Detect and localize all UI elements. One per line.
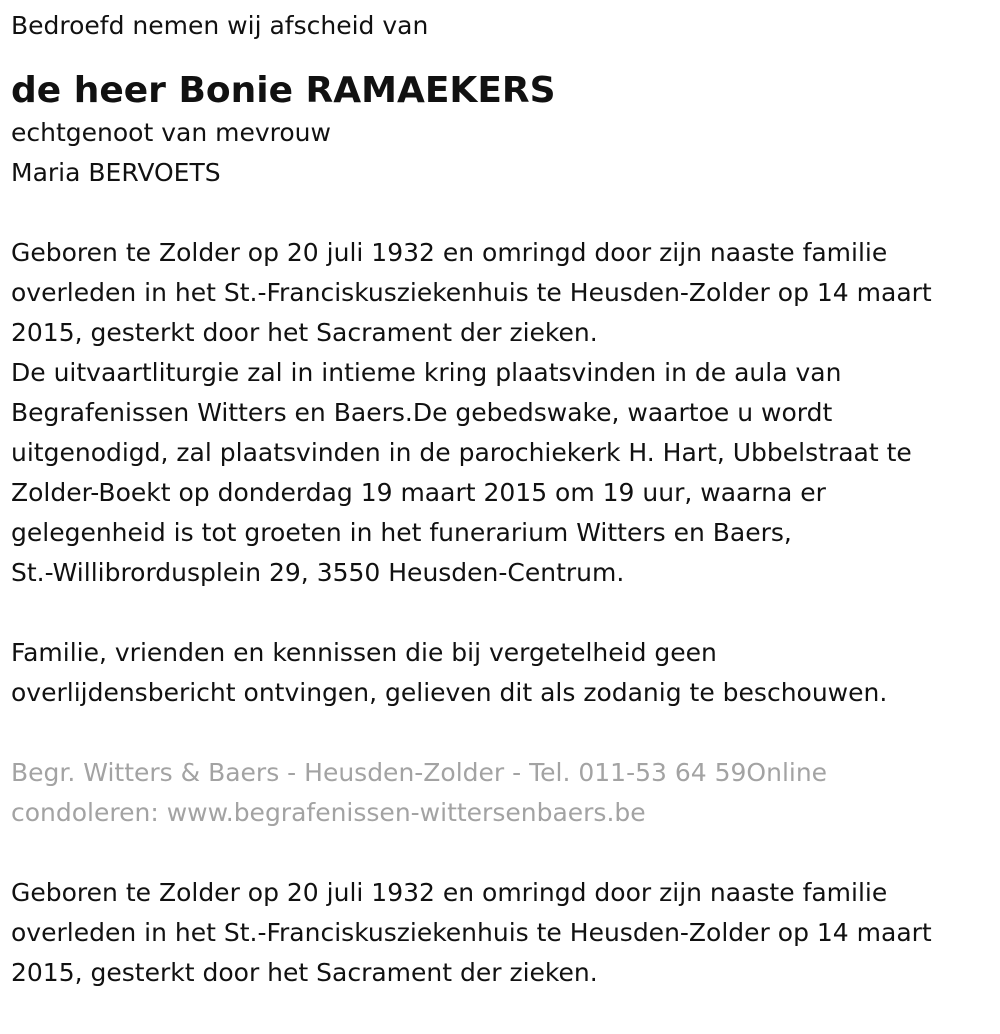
footer-line: Begr. Witters & Baers - Heusden-Zolder - Tel. 011-53 64 59Online: [11, 758, 828, 787]
spouse-name-line: Maria BERVOETS: [11, 158, 221, 187]
spacer: [11, 193, 991, 233]
paragraph-line: Zolder-Boekt op donderdag 19 maart 2015 om 19 uur, waarna er: [11, 478, 826, 507]
family-notice-paragraph: [11, 633, 991, 713]
paragraph-line: 2015, gesterkt door het Sacrament der zieken.: [11, 958, 598, 987]
birth-death-paragraph: [11, 233, 991, 593]
paragraph-line: Geboren te Zolder op 20 juli 1932 en omringd door zijn naaste familie: [11, 878, 888, 907]
paragraph-line: Geboren te Zolder op 20 juli 1932 en omringd door zijn naaste familie: [11, 238, 888, 267]
birth-death-paragraph-repeat: [11, 873, 991, 993]
paragraph-line: St.-Willibrordusplein 29, 3550 Heusden-Centrum.: [11, 558, 625, 587]
spacer: [11, 833, 991, 873]
paragraph-line: overleden in het St.-Franciskusziekenhuis te Heusden-Zolder op 14 maart: [11, 918, 932, 947]
funeral-home-footer: [11, 753, 991, 833]
intro-text: Bedroefd nemen wij afscheid van: [11, 11, 429, 40]
paragraph-line: overleden in het St.-Franciskusziekenhuis te Heusden-Zolder op 14 maart: [11, 278, 932, 307]
obituary-notice: [0, 6, 991, 993]
paragraph-line: Familie, vrienden en kennissen die bij vergetelheid geen: [11, 638, 717, 667]
deceased-name: de heer Bonie RAMAEKERS: [11, 70, 556, 111]
spacer: [11, 593, 991, 633]
paragraph-line: Begrafenissen Witters en Baers.De gebedswake, waartoe u wordt: [11, 398, 833, 427]
paragraph-line: 2015, gesterkt door het Sacrament der zieken.: [11, 318, 598, 347]
paragraph-line: overlijdensbericht ontvingen, gelieven dit als zodanig te beschouwen.: [11, 678, 888, 707]
paragraph-line: De uitvaartliturgie zal in intieme kring plaatsvinden in de aula van: [11, 358, 842, 387]
spouse-block: [11, 113, 991, 193]
spouse-line: echtgenoot van mevrouw: [11, 118, 331, 147]
footer-line: condoleren: www.begrafenissen-wittersenbaers.be: [11, 798, 646, 827]
spacer: [11, 713, 991, 753]
paragraph-line: gelegenheid is tot groeten in het funerarium Witters en Baers,: [11, 518, 792, 547]
paragraph-line: uitgenodigd, zal plaatsvinden in de parochiekerk H. Hart, Ubbelstraat te: [11, 438, 912, 467]
